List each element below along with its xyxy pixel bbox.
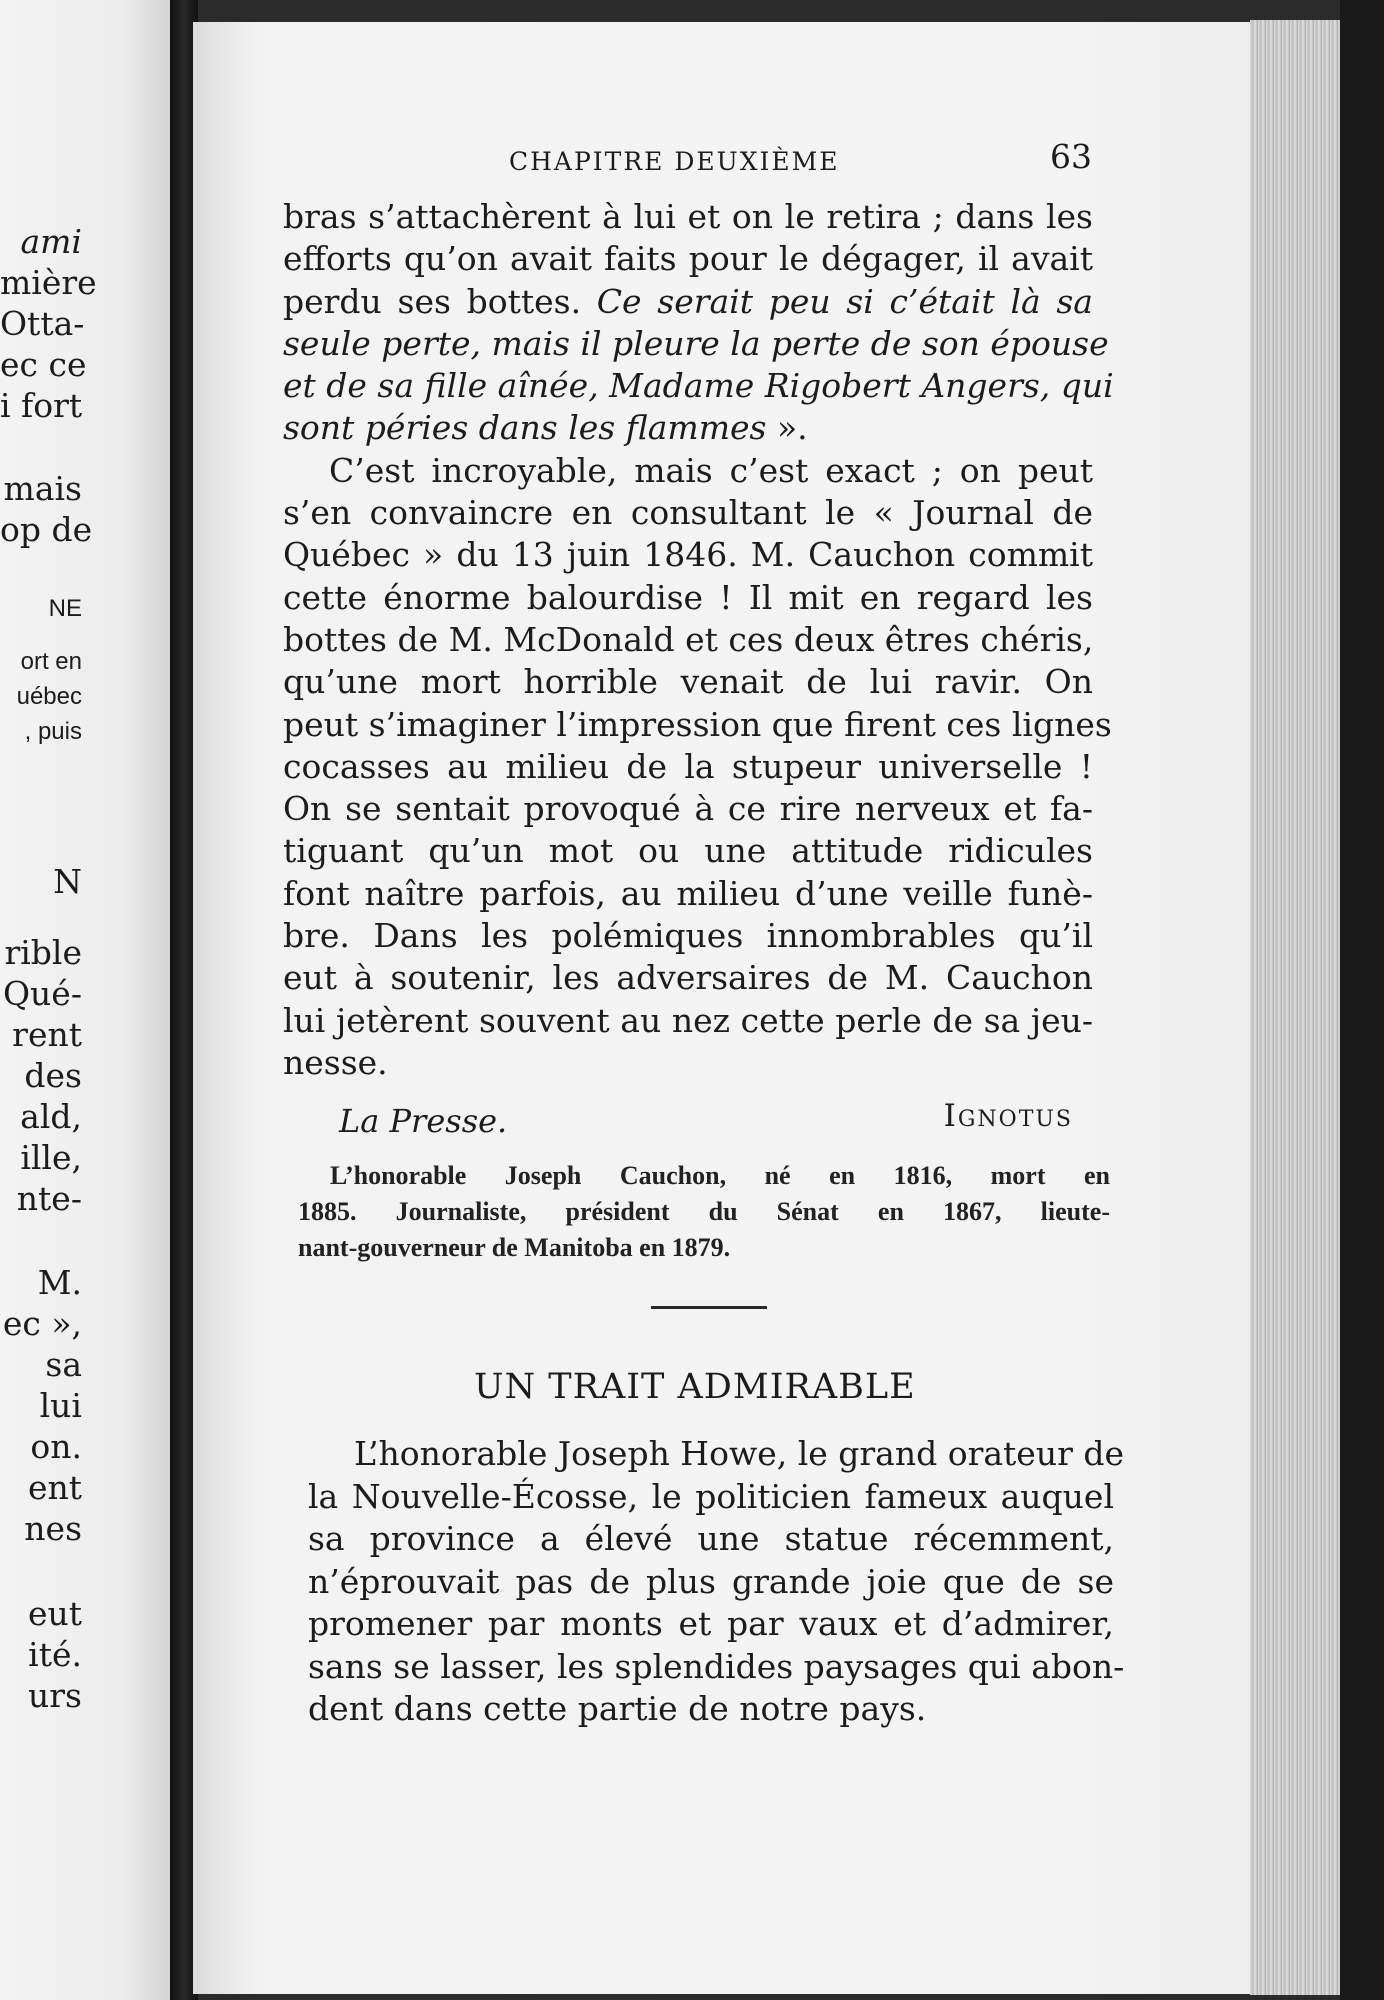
body-line: bre. Dans les polémiques innombrables qu’il xyxy=(283,916,1093,956)
facing-page-fragment: ent xyxy=(27,1468,82,1507)
facing-page-fragment: rent xyxy=(12,1015,82,1054)
body-line: nesse. xyxy=(283,1042,388,1082)
facing-page-fragment: sa xyxy=(45,1345,82,1384)
body-line xyxy=(283,281,1093,323)
facing-page-fragment: ille, xyxy=(20,1138,82,1177)
body-line xyxy=(283,323,1109,365)
facing-page-fragment: mais xyxy=(3,469,82,508)
facing-page-fragment: i fort xyxy=(0,386,83,425)
body-line: s’en convaincre en consultant le « Journal de xyxy=(283,493,1093,533)
body-line: bras s’attachèrent à lui et on le retira ; dans les xyxy=(283,197,1093,236)
footnote xyxy=(298,1158,1110,1266)
section-text xyxy=(308,1433,1125,1731)
footnote-line: nant-gouverneur de Manitoba en 1879. xyxy=(298,1233,731,1262)
body-line: Québec » du 13 juin 1846. M. Cauchon commit xyxy=(283,535,1093,575)
body-line: tiguant qu’un mot ou une attitude ridicules xyxy=(283,831,1093,871)
page-edges xyxy=(1250,20,1346,1995)
facing-page-fragment: des xyxy=(24,1056,82,1095)
section-line: n’éprouvait pas de plus grande joie que de se xyxy=(308,1561,1114,1601)
italic-text: sont péries dans les flammes xyxy=(283,408,767,448)
book-cover-edge xyxy=(1340,0,1384,2000)
page-number: 63 xyxy=(1050,137,1092,176)
facing-page-fragment: , puis xyxy=(24,718,82,745)
facing-page-fragment: on. xyxy=(30,1427,82,1466)
text-segment: ». xyxy=(766,408,808,448)
body-line: cette énorme balourdise ! Il mit en regard les xyxy=(283,577,1093,617)
text-segment: perdu ses bottes. xyxy=(283,281,597,321)
facing-page-fragment: M. xyxy=(37,1263,82,1302)
body-line: eut à soutenir, les adversaires de M. Cauchon xyxy=(283,958,1093,998)
facing-page-fragment: ami xyxy=(20,222,82,261)
facing-page-fragment: ald, xyxy=(20,1097,82,1136)
facing-page-fragment: op de xyxy=(0,510,93,549)
facing-page-fragment: eut xyxy=(27,1594,82,1633)
body-text xyxy=(283,196,1114,1084)
facing-page-fragment: N xyxy=(53,862,82,901)
body-line: cocasses au milieu de la stupeur universelle ! xyxy=(283,746,1093,786)
facing-page-fragment: nes xyxy=(24,1509,82,1548)
body-line: font naître parfois, au milieu d’une veille funè- xyxy=(283,873,1093,913)
facing-page-fragment: Qué- xyxy=(3,974,82,1013)
facing-page-fragment: ort en xyxy=(20,648,82,675)
running-title: CHAPITRE DEUXIÈME xyxy=(509,147,840,176)
body-line: efforts qu’on avait faits pour le dégager, il avait xyxy=(283,239,1093,279)
facing-page-fragment: rible xyxy=(4,933,82,972)
body-line xyxy=(283,365,1114,407)
body-line: On se sentait provoqué à ce rire nerveux et fa- xyxy=(283,789,1093,829)
facing-page-fragment: Otta- xyxy=(0,304,85,343)
italic-text: et de sa fille aînée, Madame Rigobert Angers, qui xyxy=(283,366,1114,406)
section-line: dent dans cette partie de notre pays. xyxy=(308,1689,927,1728)
body-line: qu’une mort horrible venait de lui ravir. On xyxy=(283,662,1093,702)
footnote-line: 1885. Journaliste, président du Sénat en 1867, lieute- xyxy=(298,1197,1110,1226)
section-line: L’honorable Joseph Howe, le grand orateur de xyxy=(354,1434,1125,1473)
facing-page-fragment: ec », xyxy=(2,1304,82,1343)
facing-page-fragment: ité. xyxy=(28,1635,82,1674)
facing-page-fragment: uébec xyxy=(16,683,82,710)
author-signature: Ignotus xyxy=(943,1098,1073,1134)
section-line: la Nouvelle-Écosse, le politicien fameux auquel xyxy=(308,1476,1114,1516)
facing-page-fragment: lui xyxy=(39,1386,82,1425)
source-attribution: La Presse. xyxy=(339,1102,508,1140)
facing-page-fragment: NE xyxy=(48,595,82,622)
facing-page-fragment: ec ce xyxy=(0,345,87,384)
section-divider xyxy=(651,1306,767,1309)
facing-page-fragment: mière xyxy=(0,263,97,302)
signature-row xyxy=(283,1096,1073,1140)
section-line: promener par monts et par vaux et d’admirer, xyxy=(308,1604,1114,1643)
body-line: bottes de M. McDonald et ces deux êtres chéris, xyxy=(283,619,1094,659)
body-line: peut s’imaginer l’impression que firent ces lignes xyxy=(283,704,1112,744)
section-title: UN TRAIT ADMIRABLE xyxy=(474,1367,916,1407)
body-line xyxy=(283,407,1093,449)
italic-text: Ce serait peu si c’était là sa xyxy=(596,281,1093,321)
italic-text: seule perte, mais il pleure la perte de son épouse xyxy=(283,323,1109,363)
body-line: C’est incroyable, mais c’est exact ; on peut xyxy=(329,450,1093,490)
section-line: sans se lasser, les splendides paysages qui abon- xyxy=(308,1646,1125,1686)
body-line: lui jetèrent souvent au nez cette perle de sa jeu- xyxy=(283,1000,1093,1040)
left-page xyxy=(0,0,178,2000)
footnote-line: L’honorable Joseph Cauchon, né en 1816, mort en xyxy=(330,1161,1110,1190)
section-line: sa province a élevé une statue récemment, xyxy=(308,1519,1114,1558)
facing-page-fragment: urs xyxy=(28,1676,82,1715)
facing-page-fragment: nte- xyxy=(16,1179,82,1218)
